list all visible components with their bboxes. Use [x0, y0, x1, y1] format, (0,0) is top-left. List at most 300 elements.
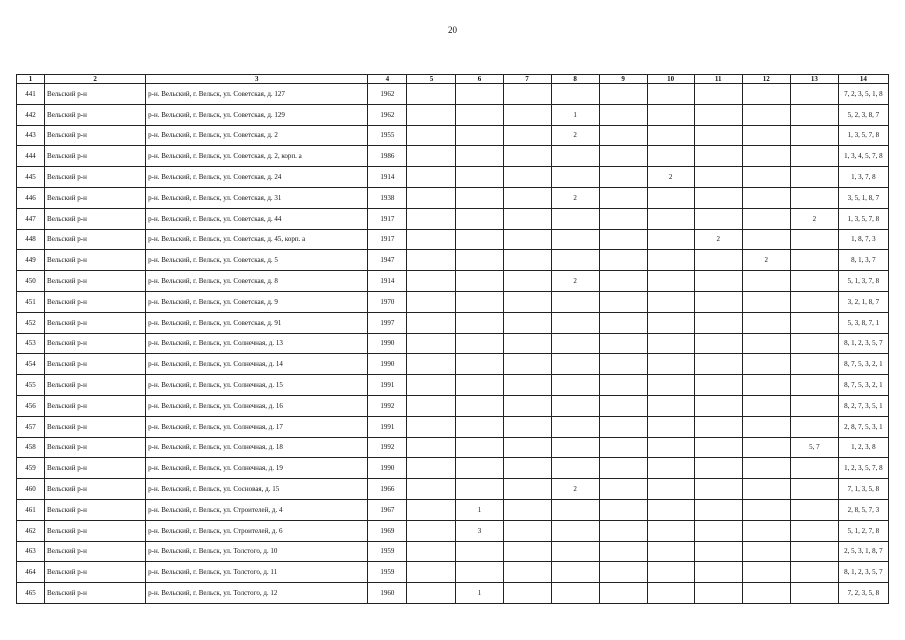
table-cell [742, 333, 790, 354]
table-cell [790, 229, 838, 250]
table-cell [742, 291, 790, 312]
table-cell [790, 333, 838, 354]
table-cell [407, 250, 456, 271]
table-cell: 464 [17, 562, 45, 583]
table-cell [503, 208, 551, 229]
table-cell [551, 562, 599, 583]
table-cell: 453 [17, 333, 45, 354]
table-cell [503, 416, 551, 437]
table-cell [647, 271, 694, 292]
table-cell: 8, 1, 3, 7 [838, 250, 888, 271]
table-cell [456, 271, 503, 292]
table-cell: 456 [17, 395, 45, 416]
table-cell [742, 146, 790, 167]
table-cell: 1 [551, 104, 599, 125]
table-cell [407, 416, 456, 437]
table-cell [694, 499, 742, 520]
column-header: 8 [551, 75, 599, 84]
table-cell: р-н. Вельский, г. Вельск, ул. Советская, д. 45, корп. а [146, 229, 368, 250]
table-cell [456, 229, 503, 250]
table-cell [503, 291, 551, 312]
table-cell [503, 354, 551, 375]
table-cell: 1, 3, 5, 7, 8 [838, 208, 888, 229]
table-cell: 1992 [368, 395, 407, 416]
table-row [17, 458, 889, 479]
table-cell [407, 291, 456, 312]
table-cell: 7, 2, 3, 5, 1, 8 [838, 84, 888, 105]
table-cell: 465 [17, 583, 45, 604]
table-cell: 1, 2, 3, 5, 7, 8 [838, 458, 888, 479]
table-cell: 1914 [368, 167, 407, 188]
table-cell [599, 416, 647, 437]
table-row [17, 375, 889, 396]
table-cell: 1947 [368, 250, 407, 271]
table-cell [647, 104, 694, 125]
table-cell [551, 395, 599, 416]
table-cell [503, 333, 551, 354]
table-cell: Вельский р-н [45, 562, 146, 583]
table-cell: 3, 2, 1, 8, 7 [838, 291, 888, 312]
table-cell [456, 104, 503, 125]
table-cell [790, 499, 838, 520]
table-cell: Вельский р-н [45, 291, 146, 312]
table-cell [456, 146, 503, 167]
column-header: 4 [368, 75, 407, 84]
table-row [17, 125, 889, 146]
table-cell: р-н. Вельский, г. Вельск, ул. Советская, д. 9 [146, 291, 368, 312]
table-cell [599, 499, 647, 520]
table-cell [503, 479, 551, 500]
table-cell: 448 [17, 229, 45, 250]
table-cell [694, 208, 742, 229]
page-number: 20 [448, 25, 457, 35]
table-row [17, 312, 889, 333]
table-cell [694, 333, 742, 354]
table-cell: 460 [17, 479, 45, 500]
column-header: 1 [17, 75, 45, 84]
table-cell [647, 208, 694, 229]
table-cell [407, 499, 456, 520]
table-cell [694, 187, 742, 208]
table-cell: 1990 [368, 354, 407, 375]
table-cell: р-н. Вельский, г. Вельск, ул. Солнечная, д. 14 [146, 354, 368, 375]
table-cell: 5, 7 [790, 437, 838, 458]
table-cell [647, 395, 694, 416]
table-cell [742, 312, 790, 333]
table-cell: р-н. Вельский, г. Вельск, ул. Толстого, д. 11 [146, 562, 368, 583]
table-cell: 1967 [368, 499, 407, 520]
table-cell: 463 [17, 541, 45, 562]
table-cell: 2, 8, 5, 7, 3 [838, 499, 888, 520]
table-cell [790, 479, 838, 500]
column-header: 5 [407, 75, 456, 84]
table-cell: 3 [456, 520, 503, 541]
table-cell [407, 229, 456, 250]
table-cell [456, 187, 503, 208]
table-cell [694, 562, 742, 583]
table-cell: 1917 [368, 208, 407, 229]
table-cell [407, 104, 456, 125]
table-cell [790, 104, 838, 125]
table-cell [599, 291, 647, 312]
table-cell [647, 333, 694, 354]
table-cell: 1, 3, 7, 8 [838, 167, 888, 188]
table-cell: 2 [551, 479, 599, 500]
table-cell [599, 167, 647, 188]
table-cell: 2 [790, 208, 838, 229]
table-cell [647, 458, 694, 479]
table-cell [599, 479, 647, 500]
table-cell [551, 312, 599, 333]
table-cell: р-н. Вельский, г. Вельск, ул. Солнечная, д. 18 [146, 437, 368, 458]
table-cell: р-н. Вельский, г. Вельск, ул. Советская, д. 127 [146, 84, 368, 105]
table-cell: 1917 [368, 229, 407, 250]
table-cell [503, 146, 551, 167]
table-cell [407, 333, 456, 354]
table-cell: 461 [17, 499, 45, 520]
table-cell [599, 312, 647, 333]
table-cell: 7, 2, 3, 5, 8 [838, 583, 888, 604]
table-cell [790, 146, 838, 167]
table-cell [647, 125, 694, 146]
table-cell [551, 458, 599, 479]
table-row [17, 562, 889, 583]
table-cell [456, 125, 503, 146]
table-cell: 2 [551, 187, 599, 208]
column-header: 7 [503, 75, 551, 84]
table-cell [694, 250, 742, 271]
table-cell [599, 104, 647, 125]
column-header: 12 [742, 75, 790, 84]
table-cell: 455 [17, 375, 45, 396]
table-cell [407, 167, 456, 188]
table-cell [790, 167, 838, 188]
table-cell: 452 [17, 312, 45, 333]
table-cell [503, 271, 551, 292]
table-cell [647, 250, 694, 271]
table-cell: 1992 [368, 437, 407, 458]
table-cell: 5, 3, 8, 7, 1 [838, 312, 888, 333]
table-cell [503, 229, 551, 250]
table-cell [694, 520, 742, 541]
table-cell [599, 437, 647, 458]
table-cell: р-н. Вельский, г. Вельск, ул. Советская, д. 91 [146, 312, 368, 333]
table-cell [599, 250, 647, 271]
table-cell: 1, 3, 5, 7, 8 [838, 125, 888, 146]
table-cell [647, 499, 694, 520]
table-cell [790, 562, 838, 583]
table-cell [551, 375, 599, 396]
table-cell: Вельский р-н [45, 146, 146, 167]
table-cell [407, 375, 456, 396]
table-cell [407, 395, 456, 416]
table-cell [551, 167, 599, 188]
table-row [17, 479, 889, 500]
table-cell [599, 84, 647, 105]
table-cell [407, 208, 456, 229]
table-cell: Вельский р-н [45, 416, 146, 437]
table-cell [790, 583, 838, 604]
table-cell [456, 479, 503, 500]
table-cell [503, 437, 551, 458]
table-cell: 2 [647, 167, 694, 188]
table-cell [407, 562, 456, 583]
table-cell: Вельский р-н [45, 458, 146, 479]
table-cell [503, 167, 551, 188]
table-cell [742, 125, 790, 146]
table-cell [599, 583, 647, 604]
table-cell: Вельский р-н [45, 84, 146, 105]
header-row [17, 75, 889, 84]
table-cell: Вельский р-н [45, 354, 146, 375]
column-header: 14 [838, 75, 888, 84]
table-cell [694, 312, 742, 333]
table-cell [456, 291, 503, 312]
table-cell: Вельский р-н [45, 208, 146, 229]
table-cell [503, 250, 551, 271]
table-cell [503, 375, 551, 396]
table-cell [599, 541, 647, 562]
table-cell [742, 167, 790, 188]
table-cell [456, 333, 503, 354]
table-cell [647, 562, 694, 583]
table-cell: 1, 2, 3, 8 [838, 437, 888, 458]
table-cell [551, 541, 599, 562]
table-cell: 462 [17, 520, 45, 541]
table-cell [407, 146, 456, 167]
table-cell [790, 187, 838, 208]
table-cell: Вельский р-н [45, 271, 146, 292]
table-cell [551, 354, 599, 375]
table-row [17, 354, 889, 375]
table-row [17, 416, 889, 437]
table-cell [503, 458, 551, 479]
table-cell [742, 375, 790, 396]
table-cell [694, 583, 742, 604]
table-cell [742, 541, 790, 562]
table-cell [407, 354, 456, 375]
table-cell: 1914 [368, 271, 407, 292]
table-cell [742, 229, 790, 250]
table-cell [551, 208, 599, 229]
table-cell [694, 395, 742, 416]
table-cell: 1960 [368, 583, 407, 604]
table-cell [694, 291, 742, 312]
table-cell [456, 354, 503, 375]
table-cell [599, 333, 647, 354]
table-cell [551, 333, 599, 354]
table-cell [456, 395, 503, 416]
table-cell [647, 312, 694, 333]
table-cell: Вельский р-н [45, 187, 146, 208]
column-header: 11 [694, 75, 742, 84]
table-cell: 454 [17, 354, 45, 375]
table-cell [694, 437, 742, 458]
table-cell: Вельский р-н [45, 167, 146, 188]
table-cell: 1 [456, 583, 503, 604]
table-cell: 1969 [368, 520, 407, 541]
table-cell [407, 458, 456, 479]
table-cell [694, 84, 742, 105]
table-cell [742, 562, 790, 583]
table-row [17, 499, 889, 520]
table-cell: Вельский р-н [45, 479, 146, 500]
table-cell [647, 541, 694, 562]
table-cell: 2 [742, 250, 790, 271]
table-cell [694, 541, 742, 562]
table-cell: 1997 [368, 312, 407, 333]
table-cell: 441 [17, 84, 45, 105]
table-row [17, 208, 889, 229]
table-cell [790, 271, 838, 292]
table-cell: р-н. Вельский, г. Вельск, ул. Советская, д. 8 [146, 271, 368, 292]
table-cell: р-н. Вельский, г. Вельск, ул. Солнечная, д. 15 [146, 375, 368, 396]
table-cell: р-н. Вельский, г. Вельск, ул. Строителей, д. 4 [146, 499, 368, 520]
table-cell: 1, 3, 4, 5, 7, 8 [838, 146, 888, 167]
table-row [17, 229, 889, 250]
table-cell [790, 520, 838, 541]
table-cell: 1959 [368, 562, 407, 583]
table-row [17, 541, 889, 562]
table-cell [599, 146, 647, 167]
table-cell: 449 [17, 250, 45, 271]
table-cell [742, 520, 790, 541]
table-cell [503, 499, 551, 520]
table-cell [407, 312, 456, 333]
table-cell [456, 375, 503, 396]
table-cell [407, 583, 456, 604]
table-cell [407, 479, 456, 500]
table-cell: 7, 1, 3, 5, 8 [838, 479, 888, 500]
table-cell [694, 146, 742, 167]
table-cell: р-н. Вельский, г. Вельск, ул. Толстого, д. 10 [146, 541, 368, 562]
table-cell: Вельский р-н [45, 541, 146, 562]
table-cell: Вельский р-н [45, 250, 146, 271]
table-cell: 8, 7, 5, 3, 2, 1 [838, 375, 888, 396]
table-cell: р-н. Вельский, г. Вельск, ул. Толстого, д. 12 [146, 583, 368, 604]
table-cell: Вельский р-н [45, 333, 146, 354]
table-cell [407, 437, 456, 458]
table-cell [647, 229, 694, 250]
table-cell [503, 312, 551, 333]
table-cell [599, 354, 647, 375]
column-header: 6 [456, 75, 503, 84]
table-cell [790, 541, 838, 562]
table-row [17, 187, 889, 208]
table-cell: 2, 8, 7, 5, 3, 1 [838, 416, 888, 437]
table-cell [551, 84, 599, 105]
table-cell [407, 541, 456, 562]
table-cell [742, 271, 790, 292]
table-cell [407, 125, 456, 146]
table-cell [503, 395, 551, 416]
table-cell [647, 84, 694, 105]
table-cell [647, 520, 694, 541]
table-row [17, 104, 889, 125]
table-cell: 1991 [368, 416, 407, 437]
table-cell: Вельский р-н [45, 125, 146, 146]
table-cell: 2, 5, 3, 1, 8, 7 [838, 541, 888, 562]
table-cell: р-н. Вельский, г. Вельск, ул. Советская, д. 2, корп. а [146, 146, 368, 167]
table-cell: 459 [17, 458, 45, 479]
table-cell [694, 375, 742, 396]
table-cell: 1991 [368, 375, 407, 396]
table-cell [647, 146, 694, 167]
table-cell [694, 271, 742, 292]
column-header: 13 [790, 75, 838, 84]
table-cell: 8, 2, 7, 3, 5, 1 [838, 395, 888, 416]
table-cell [551, 146, 599, 167]
table-cell [599, 125, 647, 146]
table-cell [647, 375, 694, 396]
table-row [17, 146, 889, 167]
table-cell: 5, 1, 3, 7, 8 [838, 271, 888, 292]
table-cell: р-н. Вельский, г. Вельск, ул. Советская, д. 31 [146, 187, 368, 208]
table-cell: Вельский р-н [45, 312, 146, 333]
table-cell [551, 229, 599, 250]
table-cell: 445 [17, 167, 45, 188]
table-cell: 5, 1, 2, 7, 8 [838, 520, 888, 541]
table-cell [599, 208, 647, 229]
table-cell [694, 125, 742, 146]
table-cell: р-н. Вельский, г. Вельск, ул. Солнечная, д. 17 [146, 416, 368, 437]
table-cell: 2 [694, 229, 742, 250]
table-cell: 8, 7, 5, 3, 2, 1 [838, 354, 888, 375]
table-cell [456, 437, 503, 458]
table-row [17, 395, 889, 416]
table-cell: Вельский р-н [45, 104, 146, 125]
table-row [17, 437, 889, 458]
table-cell [503, 583, 551, 604]
column-header: 3 [146, 75, 368, 84]
column-header: 10 [647, 75, 694, 84]
table-cell [407, 187, 456, 208]
table-cell [551, 291, 599, 312]
table-cell: р-н. Вельский, г. Вельск, ул. Советская, д. 2 [146, 125, 368, 146]
table-cell: р-н. Вельский, г. Вельск, ул. Солнечная, д. 19 [146, 458, 368, 479]
table-cell: 458 [17, 437, 45, 458]
table-cell: 2 [551, 271, 599, 292]
table-cell [647, 354, 694, 375]
registry-table [16, 74, 889, 604]
table-cell [456, 416, 503, 437]
table-cell [599, 187, 647, 208]
table-cell [742, 458, 790, 479]
table-cell [503, 562, 551, 583]
table-cell: 1938 [368, 187, 407, 208]
table-cell [694, 167, 742, 188]
table-cell: 1962 [368, 104, 407, 125]
table-cell [790, 312, 838, 333]
table-cell: 451 [17, 291, 45, 312]
table-cell [790, 250, 838, 271]
table-body [17, 84, 889, 604]
table-cell [742, 416, 790, 437]
table-cell [742, 499, 790, 520]
table-cell [407, 271, 456, 292]
table-cell [456, 541, 503, 562]
table-cell [407, 520, 456, 541]
table-cell: 2 [551, 125, 599, 146]
table-cell: 1986 [368, 146, 407, 167]
table-cell: 1955 [368, 125, 407, 146]
table-cell: 447 [17, 208, 45, 229]
column-header: 9 [599, 75, 647, 84]
table-cell: 8, 1, 2, 3, 5, 7 [838, 562, 888, 583]
table-cell [742, 437, 790, 458]
table-cell: 442 [17, 104, 45, 125]
table-cell: Вельский р-н [45, 437, 146, 458]
